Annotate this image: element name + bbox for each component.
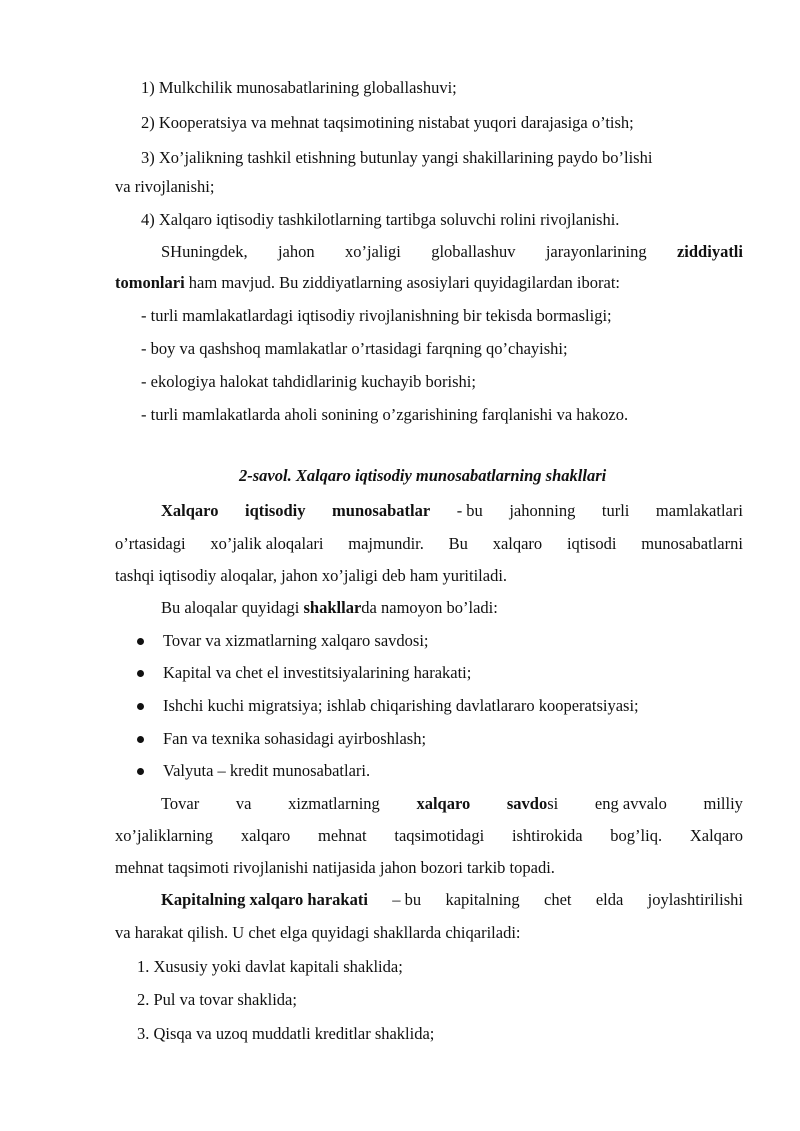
- form-item-1: Tovar va xizmatlarning xalqaro savdosi;: [163, 631, 429, 650]
- definition-line-3: tashqi iqtisodiy aloqalar, jahon xo’jaligi deb ham yuritiladi.: [115, 566, 508, 585]
- contradictions-line-1: SHuningdek, jahon xo’jaligi globallashuv jarayonlarining ziddiyatli: [161, 242, 743, 261]
- trade-line-1: Tovar va xizmatlarning xalqaro savdosi eng avvalo milliy: [161, 794, 743, 813]
- bullet-icon: [137, 670, 144, 677]
- bullet-icon: [137, 736, 144, 743]
- form-item-4: Fan va texnika sohasidagi ayirboshlash;: [163, 729, 427, 748]
- bullet-icon: [137, 768, 144, 775]
- form-item-5: Valyuta – kredit munosabatlari.: [163, 761, 371, 780]
- capital-line-2: va harakat qilish. U chet elga quyidagi shakllarda chiqariladi:: [115, 923, 521, 942]
- forms-intro: Bu aloqalar quyidagi shakllarda namoyon bo’ladi:: [161, 598, 498, 617]
- form-item-3: Ishchi kuchi migratsiya; ishlab chiqarishing davlatlararo kooperatsiyasi;: [163, 696, 639, 715]
- trend-item-3: 3) Xo’jalikning tashkil etishning butunlay yangi shakillarining paydo bo’lishi: [141, 148, 653, 167]
- trend-item-3-cont: va rivojlanishi;: [115, 177, 215, 196]
- definition-line-1: Xalqaro iqtisodiy munosabatlar - bu jahonning turli mamlakatlari: [161, 501, 743, 520]
- bullet-icon: [137, 638, 144, 645]
- form-item-2: Kapital va chet el investitsiyalarining harakati;: [163, 663, 472, 682]
- capital-line-1: Kapitalning xalqaro harakati – bu kapitalning chet elda joylashtirilishi: [161, 890, 743, 909]
- section-heading: 2-savol. Xalqaro iqtisodiy munosabatlarning shakllari: [239, 466, 607, 485]
- trade-line-2: xo’jaliklarning xalqaro mehnat taqsimotidagi ishtirokida bog’liq. Xalqaro: [115, 826, 743, 845]
- bullet-icon: [137, 703, 144, 710]
- definition-line-2: o’rtasidagi xo’jalik aloqalari majmundir. Bu xalqaro iqtisodi munosabatlarni: [115, 534, 743, 553]
- trend-item-2: 2) Kooperatsiya va mehnat taqsimotining nistabat yuqori darajasiga o’tish;: [141, 113, 634, 132]
- capital-item-3: 3. Qisqa va uzoq muddatli kreditlar shaklida;: [137, 1024, 435, 1043]
- contradiction-item-2: - boy va qashshoq mamlakatlar o’rtasidagi farqning qo’chayishi;: [141, 339, 568, 358]
- capital-item-1: 1. Xususiy yoki davlat kapitali shaklida;: [137, 957, 403, 976]
- contradiction-item-4: - turli mamlakatlarda aholi sonining o’zgarishining farqlanishi va hakozo.: [141, 405, 629, 424]
- capital-item-2: 2. Pul va tovar shaklida;: [137, 990, 297, 1009]
- contradiction-item-3: - ekologiya halokat tahdidlarinig kuchayib borishi;: [141, 372, 476, 391]
- contradiction-item-1: - turli mamlakatlardagi iqtisodiy rivojlanishning bir tekisda bormasligi;: [141, 306, 612, 325]
- trade-line-3: mehnat taqsimoti rivojlanishi natijasida jahon bozori tarkib topadi.: [115, 858, 555, 877]
- contradictions-line-2: tomonlari ham mavjud. Bu ziddiyatlarning asosiylari quyidagilardan iborat:: [115, 273, 620, 292]
- trend-item-1: 1) Mulkchilik munosabatlarining globallashuvi;: [141, 78, 457, 97]
- trend-item-4: 4) Xalqaro iqtisodiy tashkilotlarning tartibga soluvchi rolini rivojlanishi.: [141, 210, 620, 229]
